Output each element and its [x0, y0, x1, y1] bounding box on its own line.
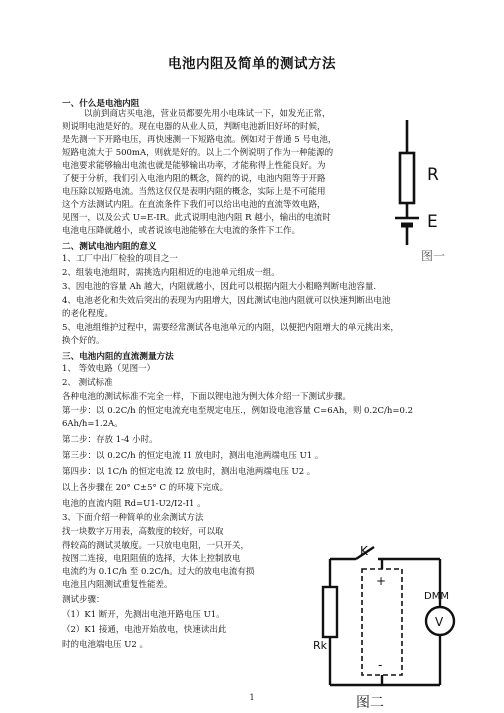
fig1-caption: 图一 [421, 249, 446, 263]
figure-1-equivalent-circuit [385, 120, 457, 265]
sec1-line: 短路电流大于 500mA，则就是好的。以上二个例说明了作为一种能源的 [62, 148, 334, 158]
sec3-line: 时的电池端电压 U2 。 [62, 640, 148, 650]
sec2-line: 3、因电池的容量 Ah 越大，内阻就越小，因此可以根据内阻大小粗略判断电池容量. [62, 282, 377, 292]
section2-heading: 二、测试电池内阻的意义 [62, 242, 157, 252]
sec2-line: 5、电池组维护过程中，需要经常测试各电池单元的内阻，以便把内阻增大的单元挑出来， [62, 323, 399, 333]
sec3-line: 电流约为 0.1C/h 至 0.2C/h。过大的放电电流有损 [62, 567, 255, 577]
sec2-line: 换个好的。 [62, 336, 105, 346]
sec1-line: 电池要求能够输出电流也就是能够输出功率，才能称得上性能良好。为 [62, 161, 326, 171]
sec1-line: 了便于分析，我们引入电池内阻的概念，简约的说，电池内阻等于开路 [62, 174, 326, 184]
fig2-label-k: K [360, 545, 368, 558]
fig1-label-e: E [427, 212, 438, 232]
sec2-line: 1、工厂中出厂检验的项目之一 [62, 254, 178, 264]
fig2-label-minus: - [378, 658, 383, 672]
sec3-line: 得较高的测试灵敏度。一只放电电阻，一只开关， [62, 541, 250, 551]
sec3-line: 以上各步骤在 20° C±5° C 的环境下完成。 [62, 483, 229, 493]
fig2-label-plus: + [376, 574, 387, 588]
section3-heading: 三、电池内阻的直流测量方法 [62, 352, 174, 362]
fig2-label-dmm: DMM [424, 591, 449, 602]
sec1-line: 则说明电池是好的。现在电器的从业人员，判断电池新旧好坏的时候， [62, 122, 326, 132]
sec3-line: 测试步骤： [62, 595, 105, 605]
sec3-line: 找一块数字万用表，高数度的较好，可以取 [62, 527, 224, 537]
sec3-line: 电池且内阻测试重复性能差。 [62, 580, 173, 590]
sec3-line: 电池的直流内阻 Rd=U1-U2/I2-I1 。 [62, 499, 206, 509]
sec3-line: 第三步：以 0.2C/h 的恒定电流 I1 放电时，测出电池两端电压 U1 。 [62, 451, 324, 461]
sec1-line: 这个方法测试内阻。在直流条件下我们可以给出电池的直流等效电路， [62, 200, 326, 210]
sec3-line: 6Ah/h=1.2A。 [62, 419, 123, 429]
sec3-line: 1、 等效电路（见图一） [62, 364, 156, 374]
sec1-line: 电压除以短路电流。当然这仅仅是表明内阻的概念，实际上是不可能用 [62, 187, 326, 197]
fig2-caption: 图二 [356, 695, 384, 710]
page-title: 电池内阻及简单的测试方法 [168, 56, 336, 72]
sec3-line: 各种电池的测试标准不完全一样，下面以锂电池为例大体介绍一下测试步骤。 [62, 392, 352, 402]
sec3-line: （1）K1 断开，先测出电池开路电压 U1。 [62, 610, 225, 620]
sec2-line: 4、电池老化和失效后突出的表现为内阻增大，因此测试电池内阻就可以快速判断出电池 [62, 296, 391, 306]
sec2-line: 2、组装电池组时，需挑选内阻相近的电池单元组成一组。 [62, 268, 280, 278]
fig1-label-r: R [427, 165, 439, 185]
sec1-line: 电池电压降就越小，或者说该电池能够在大电流的条件下工作。 [62, 226, 301, 236]
figure-2-test-circuit [312, 545, 462, 710]
sec3-line: 第一步：以 0.2C/h 的恒定电流充电至规定电压.，例如设电池容量 C=6Ah，则 0.2C/h=0.2 [62, 406, 414, 416]
section1-heading: 一、什么是电池内阻 [62, 99, 140, 109]
sec3-line: 第二步：存放 1-4 小时。 [62, 435, 158, 445]
sec2-line: 的老化程度。 [62, 309, 114, 319]
sec3-line: 按图二连接，电阻阻值的选择，大体上控制放电 [62, 554, 241, 564]
sec1-line: 见图一，以及公式 U=E-IR。此式说明电池内阻 R 越小，输出的电流时 [62, 213, 331, 223]
sec3-line: 3、下面介绍一种简单的业余测试方法 [62, 513, 204, 523]
sec3-line: （2）K1 接通，电池开始放电，快速读出此 [62, 625, 227, 635]
sec3-line: 2、 测试标准 [62, 378, 113, 388]
sec1-line: 是先测一下开路电压，再快速测一下短路电流。例如对于普通 5 号电池， [62, 135, 337, 145]
fig2-label-rk: Rk [313, 639, 328, 652]
sec1-line: 以前到商店买电池，营业员都要先用小电珠试一下，如发光正常， [84, 109, 331, 119]
fig2-label-v: V [435, 615, 444, 629]
page-number: 1 [249, 693, 255, 702]
sec3-line: 第四步：以 1C/h 的恒定电流 I2 放电时，测出电池两端电压 U2 。 [62, 467, 316, 477]
